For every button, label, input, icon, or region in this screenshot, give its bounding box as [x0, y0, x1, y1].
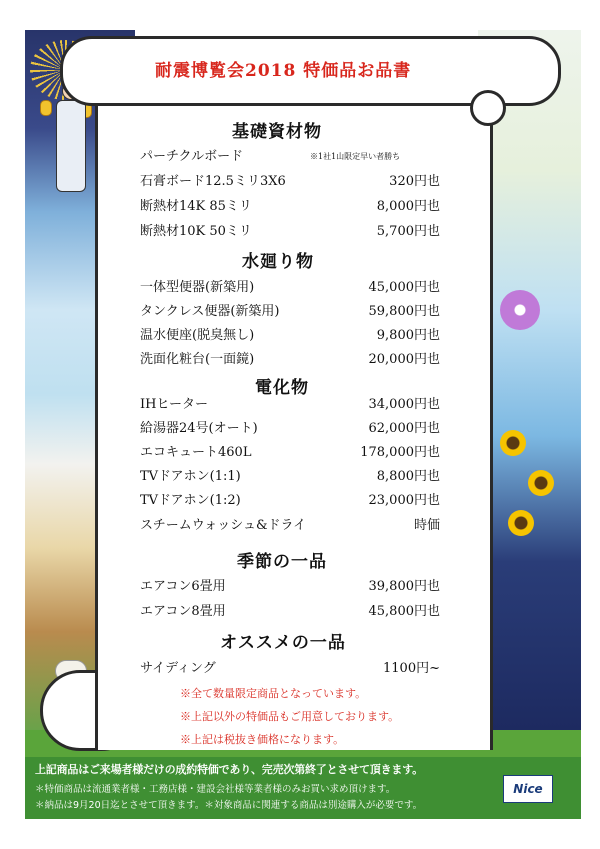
list-item: エコキュート460L 178,000円也	[140, 445, 440, 460]
footer-line: ＊特価商品は流通業者様・工務店様・建設会社様等業者様のみお買い求め頂けます。	[35, 784, 396, 795]
footer-line: 上記商品はご来場者様だけの成約特価であり、完売次第終了とさせて頂きます。	[35, 763, 423, 776]
notice-other-items: ※上記以外の特価品もご用意しております。	[180, 710, 400, 723]
section-heading-recommended: オススメの一品	[220, 633, 346, 653]
logo-text: Nice	[513, 782, 543, 796]
list-item: タンクレス便器(新築用) 59,800円也	[140, 304, 440, 319]
list-item: エアコン6畳用 39,800円也	[140, 579, 440, 594]
section-heading-materials: 基礎資材物	[232, 122, 322, 142]
limit-note: ※1社1山限定早い者勝ち	[310, 152, 401, 161]
list-item: スチームウォッシュ&ドライ 時価	[140, 518, 440, 533]
list-item: TVドアホン(1:1) 8,800円也	[140, 469, 440, 484]
list-item: 断熱材10K 50ミリ 5,700円也	[140, 224, 440, 239]
section-heading-electric: 電化物	[255, 378, 309, 398]
scroll-curl-top	[470, 90, 506, 126]
section-heading-water: 水廻り物	[242, 252, 314, 272]
list-item: エアコン8畳用 45,800円也	[140, 604, 440, 619]
notice-limited: ※全て数量限定商品となっています。	[180, 687, 367, 700]
sunflower-icon	[508, 510, 534, 536]
morning-glory-icon	[500, 290, 540, 330]
nice-logo	[503, 775, 553, 803]
list-item: IHヒーター 34,000円也	[140, 397, 440, 412]
footer-line: ＊納品は9月20日迄とさせて頂きます。＊対象商品に関連する商品は別途購入が必要です。	[35, 800, 423, 811]
person-body	[56, 100, 86, 192]
page-title: 耐震博覧会2018 特価品お品書	[155, 61, 412, 81]
sunflower-icon	[500, 430, 526, 456]
list-item: 一体型便器(新築用) 45,000円也	[140, 280, 440, 295]
list-item: 断熱材14K 85ミリ 8,000円也	[140, 199, 440, 214]
list-item: 給湯器24号(オート) 62,000円也	[140, 421, 440, 436]
footer-band	[25, 757, 581, 819]
section-heading-seasonal: 季節の一品	[237, 552, 327, 572]
list-item: 温水便座(脱臭無し) 9,800円也	[140, 328, 440, 343]
sunflower-icon	[528, 470, 554, 496]
list-item: TVドアホン(1:2) 23,000円也	[140, 493, 440, 508]
list-item: 洗面化粧台(一面鏡) 20,000円也	[140, 352, 440, 367]
garden-fireworks-art	[478, 30, 581, 730]
list-item: 石膏ボード12.5ミリ3X6 320円也	[140, 174, 440, 189]
notice-tax: ※上記は税抜き価格になります。	[180, 733, 345, 746]
list-item: サイディング 1100円~	[140, 661, 440, 676]
list-item: パーチクルボード	[140, 149, 244, 164]
lantern-icon	[40, 100, 52, 116]
